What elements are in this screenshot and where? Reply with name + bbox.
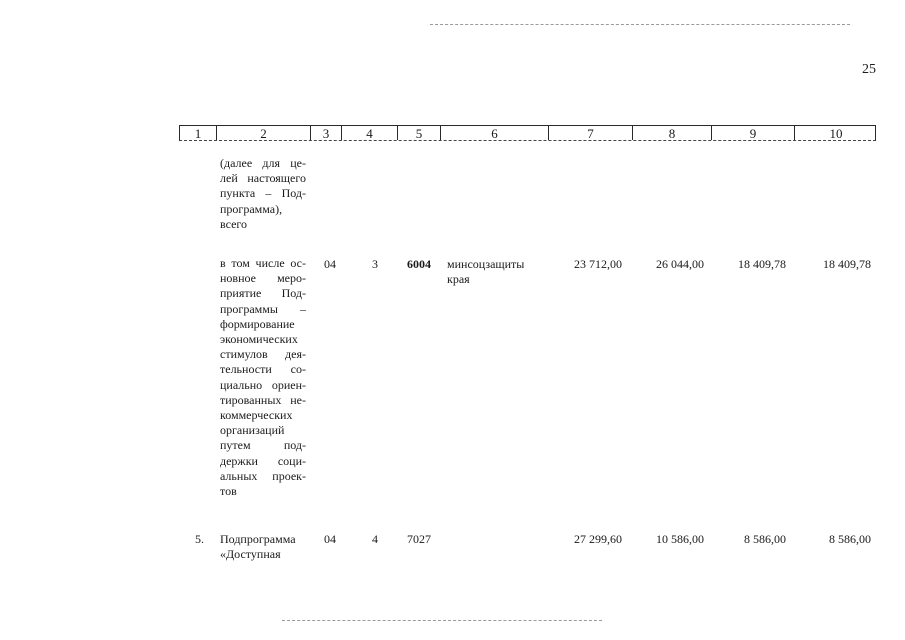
- table-row-2-col8: 26 044,00: [656, 257, 704, 271]
- column-header-9: 9: [712, 126, 795, 140]
- table-row-2-col5: 6004: [407, 257, 431, 271]
- table-row-3-col3: 04: [324, 532, 336, 546]
- table-row-3-col4: 4: [372, 532, 378, 546]
- table-row-2-col3: 04: [324, 257, 336, 271]
- column-header-2: 2: [217, 126, 311, 140]
- table-row-3-number: 5.: [195, 532, 204, 546]
- table-row-3-col10: 8 586,00: [829, 532, 871, 546]
- table-row-2-description: в том числе ос- новное меро- приятие Под- программы – формирование экономических стимулов дея- тельности со- циально ориен- тированных не- коммерческих организаций путем под- держки соци- альных проек- тов: [220, 256, 306, 499]
- page-number: 25: [862, 62, 876, 77]
- column-header-10: 10: [829, 126, 843, 141]
- table-row-3-col8: 10 586,00: [656, 532, 704, 546]
- table-row-1-description: (далее для це- лей настоящего пункта – Под- программа), всего: [220, 156, 306, 231]
- column-header-1: 1: [180, 126, 217, 140]
- table-row-2-col7: 23 712,00: [574, 257, 622, 271]
- table-row-2-col9: 18 409,78: [738, 257, 786, 271]
- column-header-5: 5: [398, 126, 441, 140]
- table-row-3-col5: 7027: [407, 532, 431, 546]
- column-header-6: 6: [441, 126, 549, 140]
- column-header-4: 4: [342, 126, 398, 140]
- column-header-3: 3: [311, 126, 342, 140]
- table-row-2-col10: 18 409,78: [823, 257, 871, 271]
- table-row-2-col6: минсоцзащиты края: [447, 257, 525, 287]
- column-header-7: 7: [549, 126, 633, 140]
- table-row-3-col9: 8 586,00: [744, 532, 786, 546]
- scan-artifact-top: [430, 24, 850, 25]
- column-header-8: 8: [633, 126, 712, 140]
- scan-artifact-bottom: [282, 620, 602, 621]
- table-row-3-description: Подпрограмма «Доступная: [220, 532, 296, 562]
- table-header-row: [179, 125, 876, 141]
- table-row-2-col4: 3: [372, 257, 378, 271]
- table-row-3-col7: 27 299,60: [574, 532, 622, 546]
